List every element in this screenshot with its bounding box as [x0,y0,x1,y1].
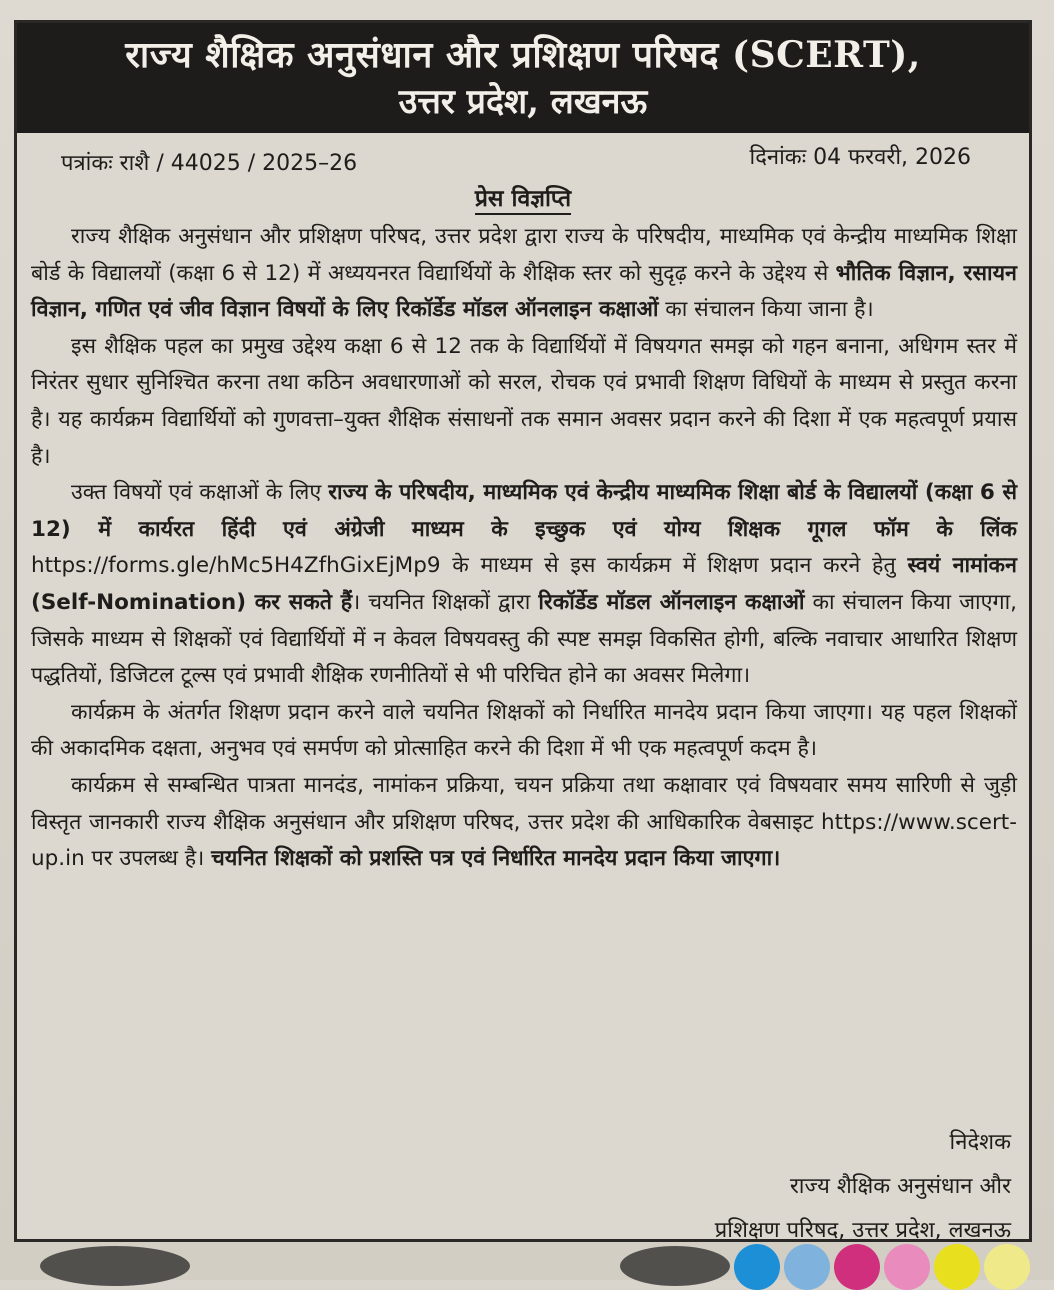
signatory-org-line1: राज्य शैक्षिक अनुसंधान और [789,1174,1011,1199]
p3-form-link-text: https://forms.gle/hMc5H4ZfhGixEjMp9 के माध्यम से इस कार्यक्रम में शिक्षण प्रदान करने हेतु [31,553,908,579]
registration-dot-light-cyan [784,1244,830,1290]
p3-text-e: । चयनित शिक्षकों द्वारा [352,589,539,615]
p3-text-g: का संचालन किया जाएगा, जिसके माध्यम से शिक्षकों एवं विद्यार्थियों में न केवल विषयवस्तु की स्पष्ट समझ विकसित होगी, बल्कि नवाचार आधारित शिक्षण पद्धतियों, डिजिटल टूल्स एवं प्रभावी शैक्षिक रणनीतियों से भी परिचित होने का अवसर मिलेगा। [31,589,1017,689]
paragraph-1 [31,219,1017,329]
paragraph-2: इस शैक्षिक पहल का प्रमुख उद्देश्य कक्षा 6 से 12 तक के विद्यार्थियों में विषयगत समझ को गहन बनाना, अधिगम स्तर में निरंतर सुधार सुनिश्चित करना तथा कठिन अवधारणाओं को सरल, रोचक एवं प्रभावी शिक्षण विधियों के माध्यम से प्रस्तुत करना है। यह कार्यक्रम विद्यार्थियों को गुणवत्ता–युक्त शैक्षिक संसाधनों तक समान अवसर प्रदान करने की दिशा में एक महत्वपूर्ण प्रयास है। [31,333,1017,469]
p1-bold-subjects: भौतिक विज्ञान, रसायन विज्ञान, गणित एवं जीव विज्ञान विषयों के लिए रिकॉर्डेड मॉडल ऑनलाइन कक्षाओं [31,260,1017,323]
masthead-line1: राज्य शैक्षिक अनुसंधान और प्रशिक्षण परिषद (SCERT), [125,34,921,76]
p5-bold-certificate: चयनित शिक्षकों को प्रशस्ति पत्र एवं निर्धारित मानदेय प्रदान किया जाएगा। [211,846,781,872]
notice-body [31,219,1017,878]
notice-date: दिनांकः 04 फरवरी, 2026 [749,145,971,170]
p1-text-c: का संचालन किया जाना है। [658,297,874,323]
p1-text-a: राज्य शैक्षिक अनुसंधान और प्रशिक्षण परिषद, उत्तर प्रदेश द्वारा राज्य के परिषदीय, माध्यमिक एवं केन्द्रीय माध्यमिक शिक्षा बोर्ड के विद्यालयों (कक्षा 6 से 12) में अध्ययनरत विद्यार्थियों के शैक्षिक स्तर को सुदृढ़ करने के उद्देश्य से [31,224,1017,286]
ink-smear [40,1246,190,1286]
p3-text-a: उक्त विषयों एवं कक्षाओं के लिए [71,480,329,506]
paragraph-3 [31,475,1017,695]
registration-dot-light-yellow [984,1244,1030,1290]
signatory-org-line2: प्रशिक्षण परिषद, उत्तर प्रदेश, लखनऊ [714,1218,1011,1243]
p3-bold-classes: रिकॉर्डेड मॉडल ऑनलाइन कक्षाओं [538,589,805,615]
signatory-title: निदेशक [949,1130,1011,1155]
p3-bold-eligibility: राज्य के परिषदीय, माध्यमिक एवं केन्द्रीय माध्यमिक शिक्षा बोर्ड के विद्यालयों (कक्षा 6 से 12) में कार्यरत हिंदी एवं अंग्रेजी माध्यम के इच्छुक एवं योग्य शिक्षक गूगल फॉम के लिंक [31,480,1017,542]
print-registration-strip [0,1240,1054,1280]
heading-text: प्रेस विज्ञप्ति [475,186,571,215]
registration-dot-cyan [734,1244,780,1290]
p5-text-a: कार्यक्रम से सम्बन्धित पात्रता मानदंड, नामांकन प्रक्रिया, चयन प्रक्रिया तथा कक्षावार एवं विषयवार समय सारिणी से जुड़ी विस्तृत जानकारी राज्य शैक्षिक अनुसंधान और प्रशिक्षण परिषद, उत्तर प्रदेश की आधिकारिक वेबसाइट https://www.scert-up.in पर उपलब्ध है। [31,772,1017,872]
press-notice-box [14,20,1032,1242]
notice-meta [17,141,1029,179]
reference-number: पत्रांकः राशै / 44025 / 2025–26 [61,151,358,176]
ink-smear [620,1246,730,1286]
paragraph-4: कार्यक्रम के अंतर्गत शिक्षण प्रदान करने वाले चयनित शिक्षकों को निर्धारित मानदेय प्रदान किया जाएगा। यह पहल शिक्षकों की अकादमिक दक्षता, अनुभव एवं समर्पण को प्रोत्साहित करने की दिशा में भी एक महत्वपूर्ण कदम है। [31,699,1017,762]
masthead-line2: उत्तर प्रदेश, लखनऊ [398,82,648,122]
registration-dot-magenta [834,1244,880,1290]
paragraph-5 [31,768,1017,878]
registration-dot-light-magenta [884,1244,930,1290]
signature-block [715,1121,1011,1253]
registration-dot-yellow [934,1244,980,1290]
masthead [17,23,1029,133]
notice-heading [17,181,1029,213]
p3-bold-self-nomination: स्वयं नामांकन (Self-Nomination) कर सकते हैं [31,553,1017,615]
